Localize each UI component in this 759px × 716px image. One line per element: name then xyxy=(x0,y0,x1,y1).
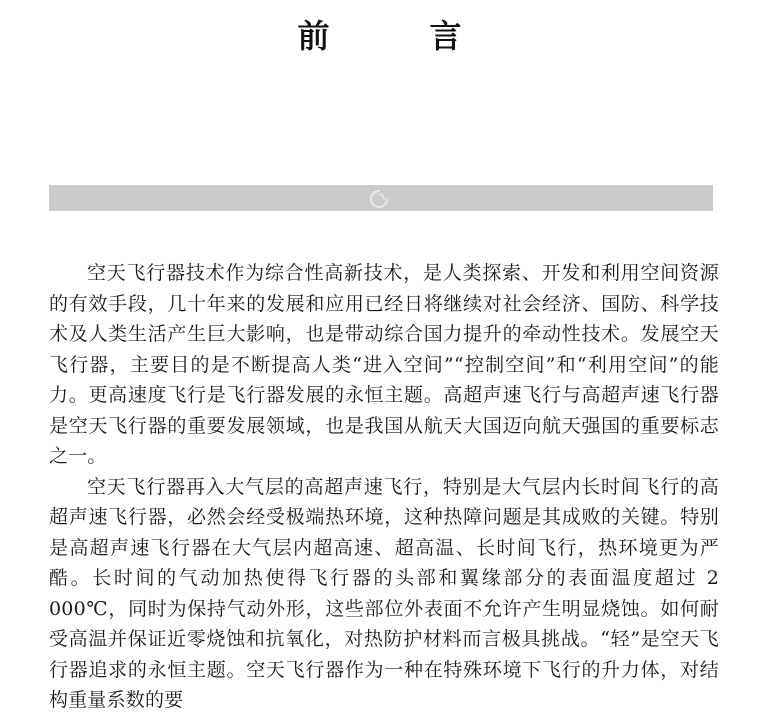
spiral-ornament-icon xyxy=(369,189,389,209)
paragraph-2: 空天飞行器再入大气层的高超声速飞行，特别是大气层内长时间飞行的高超声速飞行器，必然会经受极端热环境，这种热障问题是其成败的关键。特别是高超声速飞行器在大气层内超高速、超高温、长时间飞行，热环境更为严酷。长时间的气动加热使得飞行器的头部和翼缘部分的表面温度超过 2 000℃，同时为保持气动外形，这些部位外表面不允许产生明显烧蚀。如何耐受高温并保证近零烧蚀和抗氧化，对热防护材料而言极具挑战。“轻”是空天飞行器追求的永恒主题。空天飞行器作为一种在特殊环境下飞行的升力体，对结构重量系数的要 xyxy=(49,475,719,711)
paragraph-1: 空天飞行器技术作为综合性高新技术，是人类探索、开发和利用空间资源的有效手段，几十年来的发展和应用已经日将继续对社会经济、国防、科学技术及人类生活产生巨大影响，也是带动综合国力提升的牵动性技术。发展空天飞行器，主要目的是不断提高人类“进入空间”“控制空间”和“利用空间”的能力。更高速度飞行是飞行器发展的永恒主题。高超声速飞行与高超声速飞行器是空天飞行器的重要发展领域，也是我国从航天大国迈向航天强国的重要标志之一。 xyxy=(49,262,719,467)
page-title: 前 言 xyxy=(297,17,496,55)
body-text xyxy=(49,258,719,716)
